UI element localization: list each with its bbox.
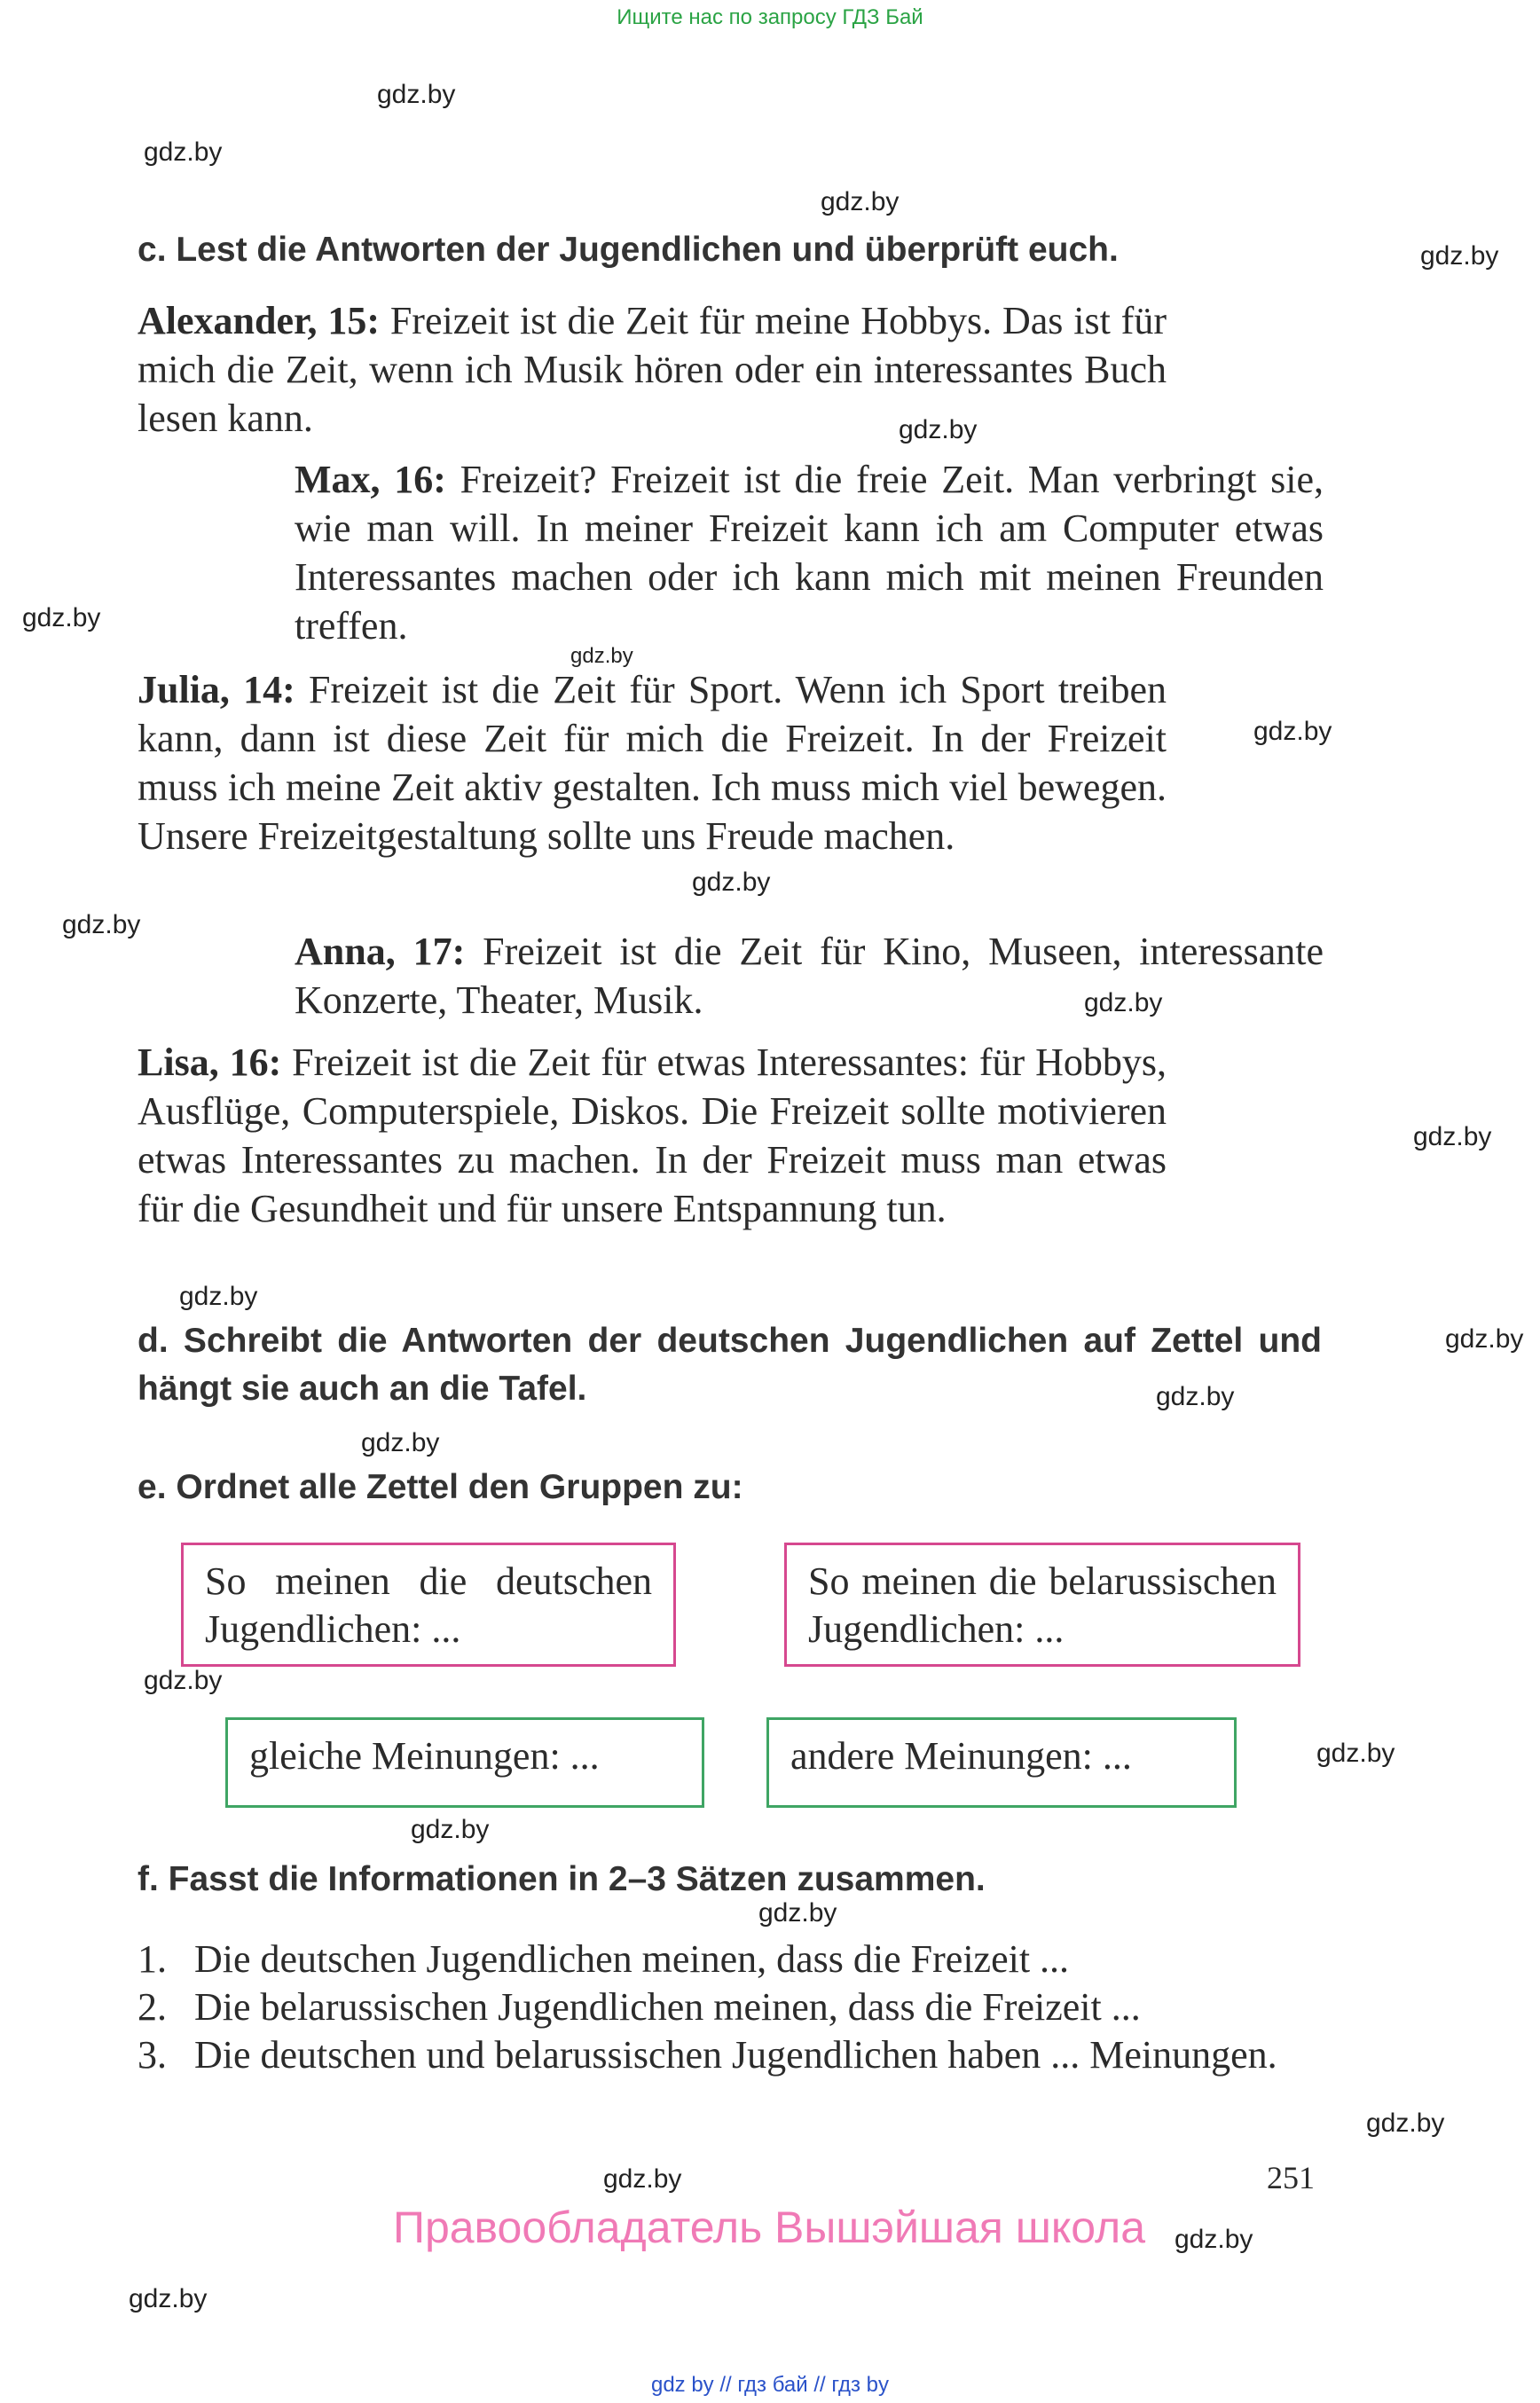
section-f-heading: f. Fasst die Informationen in 2–3 Sätzen zusammen.: [138, 1860, 986, 1898]
watermark: gdz.by: [1253, 717, 1332, 746]
footer-links: gdz by // гдз бай // гдз by: [650, 2373, 890, 2397]
group-box-belarusian: So meinen die belarussischen Jugendlichen: ...: [784, 1543, 1300, 1667]
watermark: gdz.by: [1156, 1382, 1235, 1411]
section-c-heading: c. Lest die Antworten der Jugendlichen und überprüft euch.: [138, 231, 1119, 269]
speaker-name: Anna, 17:: [295, 930, 466, 973]
item-number: 1.: [138, 1937, 167, 1981]
speaker-name: Max, 16:: [295, 458, 446, 501]
watermark: gdz.by: [1366, 2109, 1445, 2138]
watermark: gdz.by: [144, 137, 223, 167]
watermark: gdz.by: [179, 1282, 258, 1311]
item-text: Die deutschen und belarussischen Jugendlichen haben ... Meinungen.: [194, 2033, 1277, 2077]
answer-text: Freizeit ist die Zeit für meine Hobbys. Das ist für mich die Zeit, wenn ich Musik hören oder ein interessantes Buch lesen kann.: [138, 299, 1167, 440]
item-number: 2.: [138, 1985, 167, 2029]
answer-anna: [295, 927, 1324, 1025]
answer-alexander: [138, 296, 1167, 443]
answer-lisa: [138, 1038, 1167, 1233]
watermark: gdz.by: [144, 1666, 223, 1695]
section-d-heading: d. Schreibt die Antworten der deutschen Jugendlichen auf Zettel und hängt sie auch an die Tafel.: [138, 1322, 1322, 1408]
watermark: gdz.by: [1420, 241, 1499, 271]
list-item: [138, 1936, 1326, 1983]
watermark: gdz.by: [1413, 1122, 1492, 1151]
answer-text: Freizeit ist die Zeit für Kino, Museen, interessante Konzerte, Theater, Musik.: [295, 930, 1324, 1022]
section-e-heading: e. Ordnet alle Zettel den Gruppen zu:: [138, 1468, 743, 1506]
speaker-name: Alexander, 15:: [138, 299, 380, 342]
watermark: gdz.by: [129, 2284, 208, 2313]
page-number: 251: [1267, 2160, 1315, 2195]
speaker-name: Lisa, 16:: [138, 1041, 282, 1084]
item-number: 3.: [138, 2033, 167, 2077]
watermark: gdz.by: [22, 603, 101, 632]
group-box-same: gleiche Meinungen: ...: [225, 1717, 704, 1808]
answer-max: [295, 455, 1324, 650]
watermark: gdz.by: [377, 80, 456, 109]
item-text: Die belarussischen Jugendlichen meinen, dass die Freizeit ...: [194, 1985, 1141, 2029]
rights-holder: Правообладатель Вышэйшая школа: [393, 2203, 1145, 2252]
watermark: gdz.by: [899, 415, 978, 444]
group-box-other: andere Meinungen: ...: [766, 1717, 1237, 1808]
answer-text: Freizeit ist die Zeit für etwas Interessantes: für Hobbys, Ausflüge, Computerspiele, Diskos. Die Freizeit sollte motivieren etwas Interessantes zu machen. In der Freizeit muss man etwas für die Gesundheit und für unsere Entspannung tun.: [138, 1041, 1167, 1230]
answer-text: Freizeit? Freizeit ist die freie Zeit. Man verbringt sie, wie man will. In meiner Freizeit kann ich am Computer etwas Interessantes machen oder ich kann mich mit meinen Freunden treffen.: [295, 458, 1324, 648]
list-item: [138, 2031, 1326, 2079]
answer-julia: [138, 665, 1167, 860]
speaker-name: Julia, 14:: [138, 668, 295, 711]
watermark: gdz.by: [411, 1815, 490, 1844]
watermark: gdz.by: [603, 2164, 682, 2194]
watermark: gdz.by: [1445, 1324, 1524, 1354]
watermark: gdz.by: [692, 868, 771, 897]
watermark: gdz.by: [821, 187, 900, 216]
watermark: gdz.by: [1316, 1739, 1395, 1768]
watermark: gdz.by: [570, 644, 633, 668]
watermark: gdz.by: [1175, 2225, 1253, 2254]
item-text: Die deutschen Jugendlichen meinen, dass die Freizeit ...: [194, 1937, 1070, 1981]
answer-text: Freizeit ist die Zeit für Sport. Wenn ich Sport treiben kann, dann ist diese Zeit für mich die Freizeit. In der Freizeit muss ich meine Zeit aktiv gestalten. Ich muss mich viel bewegen. Unsere Freizeitgestaltung sollte uns Freude machen.: [138, 668, 1167, 858]
watermark: gdz.by: [62, 910, 141, 939]
list-item: [138, 1983, 1326, 2031]
watermark: gdz.by: [361, 1428, 440, 1457]
watermark: gdz.by: [1084, 988, 1163, 1017]
group-box-german: So meinen die deutschen Jugendlichen: ...: [181, 1543, 676, 1667]
summary-list: [138, 1936, 1326, 2079]
top-note: Ищите нас по запросу ГДЗ Бай: [617, 5, 923, 29]
watermark: gdz.by: [758, 1898, 837, 1928]
